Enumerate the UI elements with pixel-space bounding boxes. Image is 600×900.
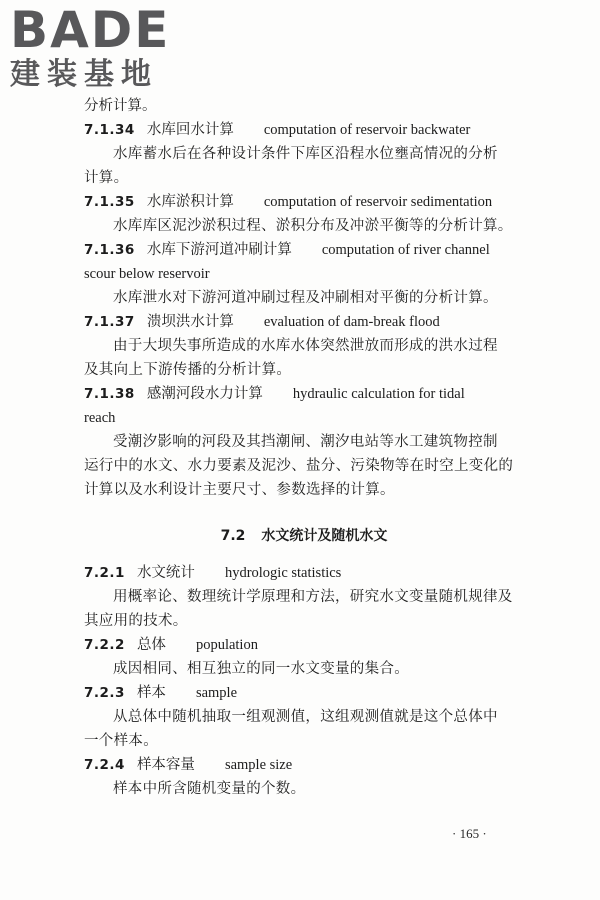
entry-heading xyxy=(84,561,524,585)
term-chinese: 水库下游河道冲刷计算 xyxy=(146,242,292,258)
entry-number: 7.1.38 xyxy=(84,386,135,402)
term-english: computation of river channel xyxy=(321,242,490,258)
term-chinese: 水文统计 xyxy=(136,565,195,581)
definition-line: 及其向上下游传播的分析计算。 xyxy=(84,362,292,378)
definition-line: 样本中所含随机变量的个数。 xyxy=(113,781,306,797)
term-chinese: 样本容量 xyxy=(136,757,195,773)
continued-text: 分析计算。 xyxy=(84,98,157,114)
definition-line: 计算以及水利设计主要尺寸、参数选择的计算。 xyxy=(84,482,395,498)
section-number: 7.2 xyxy=(220,528,246,544)
definition-line: 一个样本。 xyxy=(84,733,158,749)
entry-number: 7.2.4 xyxy=(84,757,125,773)
entry-heading xyxy=(84,681,524,705)
section-heading xyxy=(84,524,524,548)
definition-line: 其应用的技术。 xyxy=(84,613,188,629)
term-chinese: 总体 xyxy=(136,637,166,653)
entry-7-2-3 xyxy=(84,681,524,753)
entry-heading xyxy=(84,190,524,214)
term-english-continued: reach xyxy=(84,410,116,426)
term-english-continued: scour below reservoir xyxy=(84,266,210,282)
entry-number: 7.1.35 xyxy=(84,194,135,210)
entry-number: 7.2.3 xyxy=(84,685,125,701)
entries-section-7-2 xyxy=(84,561,524,801)
watermark-logo xyxy=(10,1,185,92)
entry-heading xyxy=(84,753,524,777)
entry-7-1-34 xyxy=(84,118,524,190)
entry-heading xyxy=(84,238,524,262)
definition-line: 水库泄水对下游河道冲刷过程及冲刷相对平衡的分析计算。 xyxy=(113,290,498,306)
entry-number: 7.2.1 xyxy=(84,565,125,581)
term-english: evaluation of dam-break flood xyxy=(263,314,440,330)
entry-heading xyxy=(84,118,524,142)
page-number: · 165 · xyxy=(452,826,487,841)
term-english: population xyxy=(195,637,258,653)
entry-heading xyxy=(84,382,524,406)
section-title: 水文统计及随机水文 xyxy=(261,528,388,544)
term-english: hydrologic statistics xyxy=(224,565,342,581)
entry-heading xyxy=(84,310,524,334)
term-chinese: 水库淤积计算 xyxy=(146,194,234,210)
term-chinese: 感潮河段水力计算 xyxy=(146,386,263,402)
term-chinese: 样本 xyxy=(136,685,166,701)
term-english: hydraulic calculation for tidal xyxy=(292,386,465,402)
definition-line: 由于大坝失事所造成的水库水体突然泄放而形成的洪水过程 xyxy=(113,338,498,354)
definition-line: 水库蓄水后在各种设计条件下库区沿程水位壅高情况的分析 xyxy=(113,146,498,162)
entry-7-2-2 xyxy=(84,633,524,681)
entry-number: 7.1.34 xyxy=(84,122,135,138)
definition-line: 用概率论、数理统计学原理和方法，研究水文变量随机规律及 xyxy=(113,589,513,605)
definition-line: 受潮汐影响的河段及其挡潮闸、潮汐电站等水工建筑物控制 xyxy=(113,434,498,450)
definition-line: 成因相同、相互独立的同一水文变量的集合。 xyxy=(113,661,409,677)
entry-number: 7.2.2 xyxy=(84,637,125,653)
entry-7-1-38 xyxy=(84,382,524,502)
term-chinese: 溃坝洪水计算 xyxy=(146,314,234,330)
entry-7-2-1 xyxy=(84,561,524,633)
term-english: sample size xyxy=(224,757,293,773)
definition-line: 从总体中随机抽取一组观测值，这组观测值就是这个总体中 xyxy=(113,709,498,725)
entries-section-7-1 xyxy=(84,94,524,502)
term-english: sample xyxy=(195,685,238,701)
entry-7-1-37 xyxy=(84,310,524,382)
term-chinese: 水库回水计算 xyxy=(146,122,234,138)
term-english: computation of reservoir sedimentation xyxy=(263,194,493,210)
entry-7-1-35 xyxy=(84,190,524,238)
entry-number: 7.1.37 xyxy=(84,314,135,330)
entry-heading xyxy=(84,633,524,657)
entry-7-2-4 xyxy=(84,753,524,801)
logo-subtitle: 建装基地 xyxy=(10,57,158,92)
logo-word: BADE xyxy=(10,1,171,59)
entry-number: 7.1.36 xyxy=(84,242,135,258)
term-english: computation of reservoir backwater xyxy=(263,122,471,138)
entry-7-1-36 xyxy=(84,238,524,310)
definition-line: 水库库区泥沙淤积过程、淤积分布及冲淤平衡等的分析计算。 xyxy=(113,218,513,234)
definition-line: 运行中的水文、水力要素及泥沙、盐分、污染物等在时空上变化的 xyxy=(84,458,514,474)
definition-line: 计算。 xyxy=(84,170,129,186)
